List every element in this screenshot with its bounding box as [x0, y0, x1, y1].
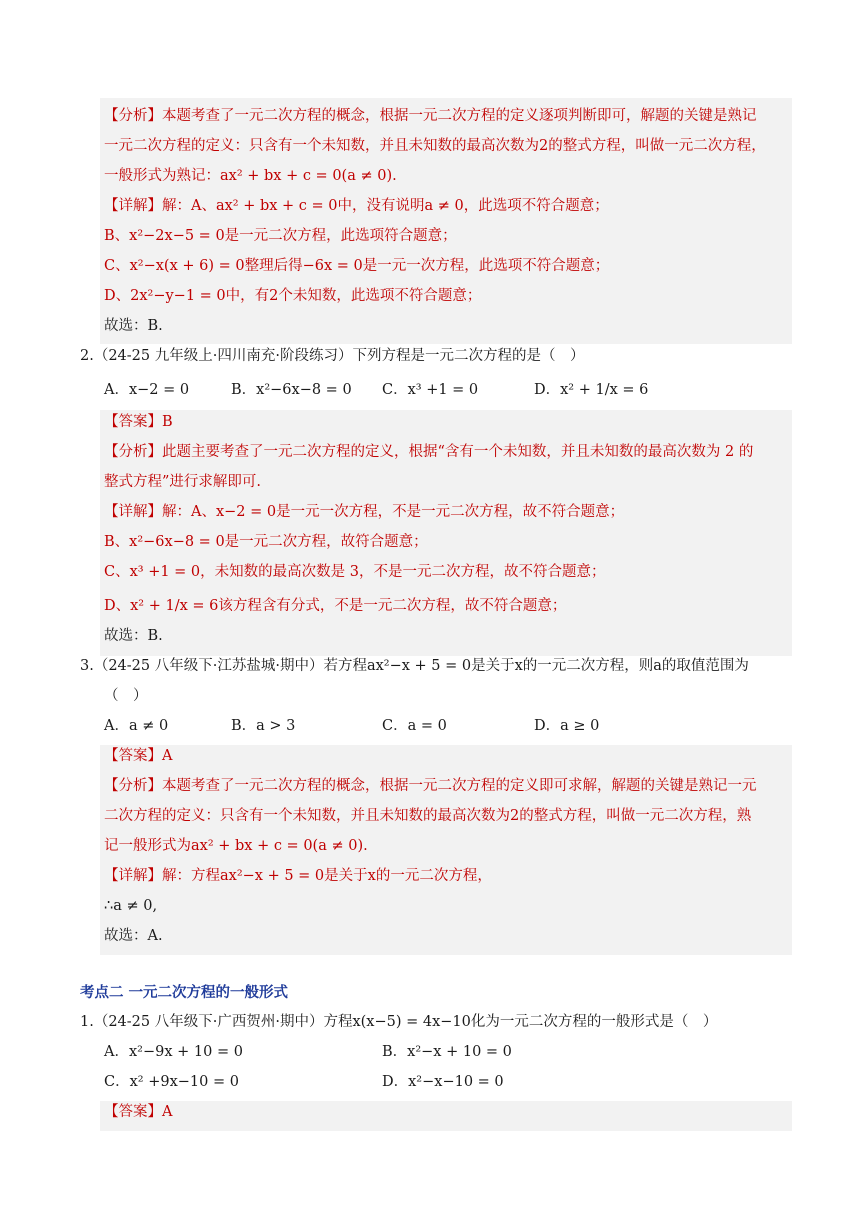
- analysis-line: 【分析】此题主要考查了一元二次方程的定义，根据“含有一个未知数，并且未知数的最高次数为 2 的: [104, 444, 754, 460]
- option-c: C．x² +9x−10 = 0: [104, 1074, 239, 1090]
- question-stem: 3.（24-25 八年级下·江苏盐城·期中）若方程ax²−x + 5 = 0是关于x的一元二次方程，则a的取值范围为: [80, 658, 749, 674]
- analysis-line: 一般形式为熟记：ax² + bx + c = 0(a ≠ 0).: [104, 168, 397, 184]
- choice-line: 故选：B.: [104, 318, 163, 334]
- analysis-line: 一元二次方程的定义：只含有一个未知数，并且未知数的最高次数为2的整式方程，叫做一元二次方程，: [104, 138, 766, 154]
- analysis-line: 【分析】本题考查了一元二次方程的概念，根据一元二次方程的定义逐项判断即可，解题的关键是熟记: [104, 108, 757, 124]
- question-stem: 2.（24-25 九年级上·四川南充·阶段练习）下列方程是一元二次方程的是（ ）: [80, 348, 585, 364]
- question-stem: （ ）: [104, 688, 148, 704]
- detail-line: 【详解】解：方程ax²−x + 5 = 0是关于x的一元二次方程，: [104, 868, 492, 884]
- detail-line: B、x²−2x−5 = 0是一元二次方程，此选项符合题意；: [104, 228, 457, 244]
- detail-line: B、x²−6x−8 = 0是一元二次方程，故符合题意；: [104, 534, 428, 550]
- detail-line: ∴a ≠ 0,: [104, 898, 158, 914]
- section-heading: 考点二 一元二次方程的一般形式: [80, 985, 289, 1001]
- option-a: A．x²−9x + 10 = 0: [104, 1044, 243, 1060]
- detail-line: 【详解】解：A、x−2 = 0是一元一次方程，不是一元二次方程，故不符合题意；: [104, 504, 625, 520]
- detail-line: 【详解】解：A、ax² + bx + c = 0中，没有说明a ≠ 0，此选项不符合题意；: [104, 198, 609, 214]
- solution-block-4: [100, 1101, 792, 1131]
- answer-line: 【答案】B: [104, 414, 173, 430]
- detail-line: C、x²−x(x + 6) = 0整理后得−6x = 0是一元一次方程，此选项不符合题意；: [104, 258, 610, 274]
- detail-line: C、x³ +1 = 0，未知数的最高次数是 3，不是一元二次方程，故不符合题意；: [104, 564, 606, 580]
- option-c: C．a = 0: [382, 718, 447, 734]
- question-stem: 1.（24-25 八年级下·广西贺州·期中）方程x(x−5) = 4x−10化为一元二次方程的一般形式是（ ）: [80, 1014, 718, 1030]
- analysis-line: 记一般形式为ax² + bx + c = 0(a ≠ 0).: [104, 838, 368, 854]
- option-b: B．x²−x + 10 = 0: [382, 1044, 512, 1060]
- option-c: C．x³ +1 = 0: [382, 382, 479, 398]
- analysis-line: 整式方程”进行求解即可.: [104, 474, 262, 490]
- option-a: A．x−2 = 0: [104, 382, 190, 398]
- option-a: A．a ≠ 0: [104, 718, 169, 734]
- analysis-line: 二次方程的定义：只含有一个未知数，并且未知数的最高次数为2的整式方程，叫做一元二次方程，熟: [104, 808, 752, 824]
- option-d: D．a ≥ 0: [534, 718, 600, 734]
- choice-line: 故选：B.: [104, 628, 163, 644]
- option-d: D．x² + 1/x = 6: [534, 382, 649, 398]
- solution-block-1: [100, 98, 792, 344]
- option-b: B．a > 3: [231, 718, 296, 734]
- choice-line: 故选：A.: [104, 928, 163, 944]
- analysis-line: 【分析】本题考查了一元二次方程的概念，根据一元二次方程的定义即可求解，解题的关键是熟记一元: [104, 778, 757, 794]
- option-d: D．x²−x−10 = 0: [382, 1074, 504, 1090]
- option-b: B．x²−6x−8 = 0: [231, 382, 352, 398]
- answer-line: 【答案】A: [104, 748, 173, 764]
- answer-line: 【答案】A: [104, 1104, 173, 1120]
- detail-line: D、x² + 1/x = 6该方程含有分式，不是一元二次方程，故不符合题意；: [104, 598, 567, 614]
- detail-line: D、2x²−y−1 = 0中，有2个未知数，此选项不符合题意；: [104, 288, 482, 304]
